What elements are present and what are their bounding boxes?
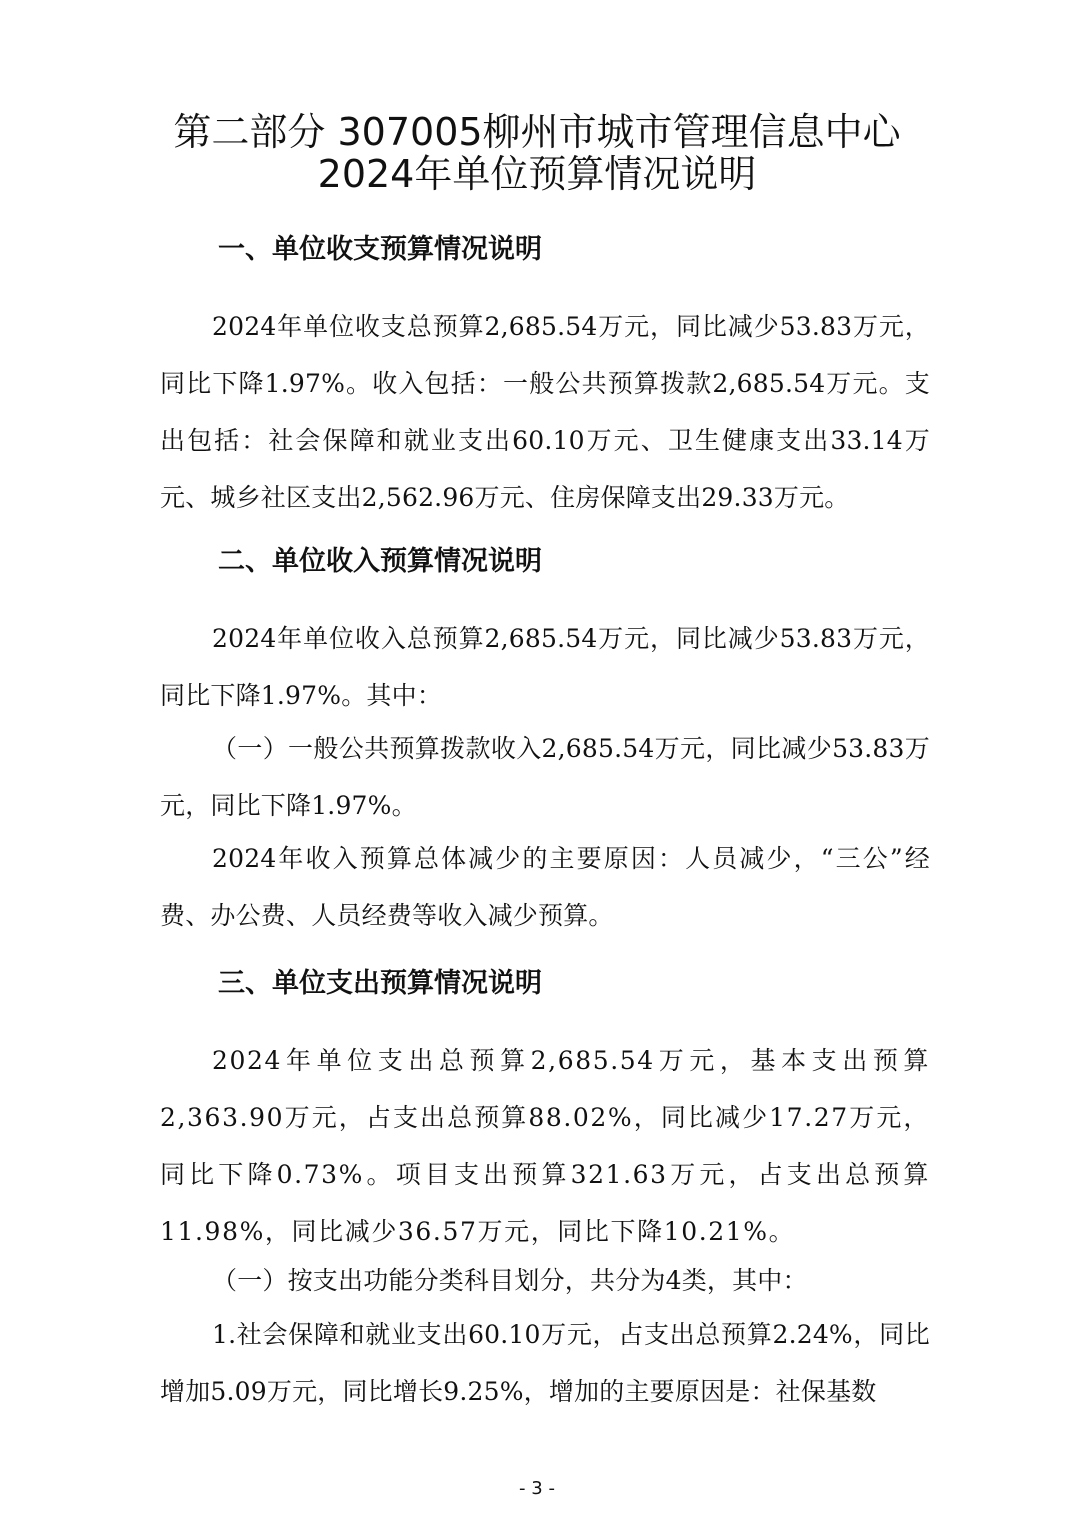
section-2-paragraph-1: 2024年单位收入总预算2,685.54万元，同比减少53.83万元，同比下降1.97%。其中： <box>160 624 930 710</box>
section-3-paragraph-3: 1.社会保障和就业支出60.10万元，占支出总预算2.24%，同比增加5.09万元，同比增长9.25%，增加的主要原因是：社保基数 <box>160 1320 930 1406</box>
section-2-paragraph-2: （一）一般公共预算拨款收入2,685.54万元，同比减少53.83万元，同比下降1.97%。 <box>160 734 930 820</box>
section-heading-1: 一、单位收支预算情况说明 <box>218 234 542 265</box>
section-3-paragraph-2: （一）按支出功能分类科目划分，共分为4类，其中： <box>212 1266 808 1295</box>
page-number: - 3 - <box>519 1478 555 1499</box>
section-2-paragraph-3: 2024年收入预算总体减少的主要原因：人员减少，“三公”经费、办公费、人员经费等收入减少预算。 <box>160 844 930 930</box>
section-3-paragraph-1: 2024年单位支出总预算2,685.54万元，基本支出预算2,363.90万元，占支出总预算88.02%，同比减少17.27万元，同比下降0.73%。项目支出预算321.63万元，占支出总预算11.98%，同比减少36.57万元，同比下降10.21%。 <box>160 1046 930 1246</box>
document-title-line2: 2024年单位预算情况说明 <box>317 152 757 196</box>
section-1-paragraph-1: 2024年单位收支总预算2,685.54万元，同比减少53.83万元，同比下降1.97%。收入包括：一般公共预算拨款2,685.54万元。支出包括：社会保障和就业支出60.10万元、卫生健康支出33.14万元、城乡社区支出2,562.96万元、住房保障支出29.33万元。 <box>160 312 930 512</box>
section-heading-3: 三、单位支出预算情况说明 <box>218 968 542 999</box>
document-title-line1: 第二部分 307005柳州市城市管理信息中心 <box>173 110 901 154</box>
section-heading-2: 二、单位收入预算情况说明 <box>218 546 542 577</box>
